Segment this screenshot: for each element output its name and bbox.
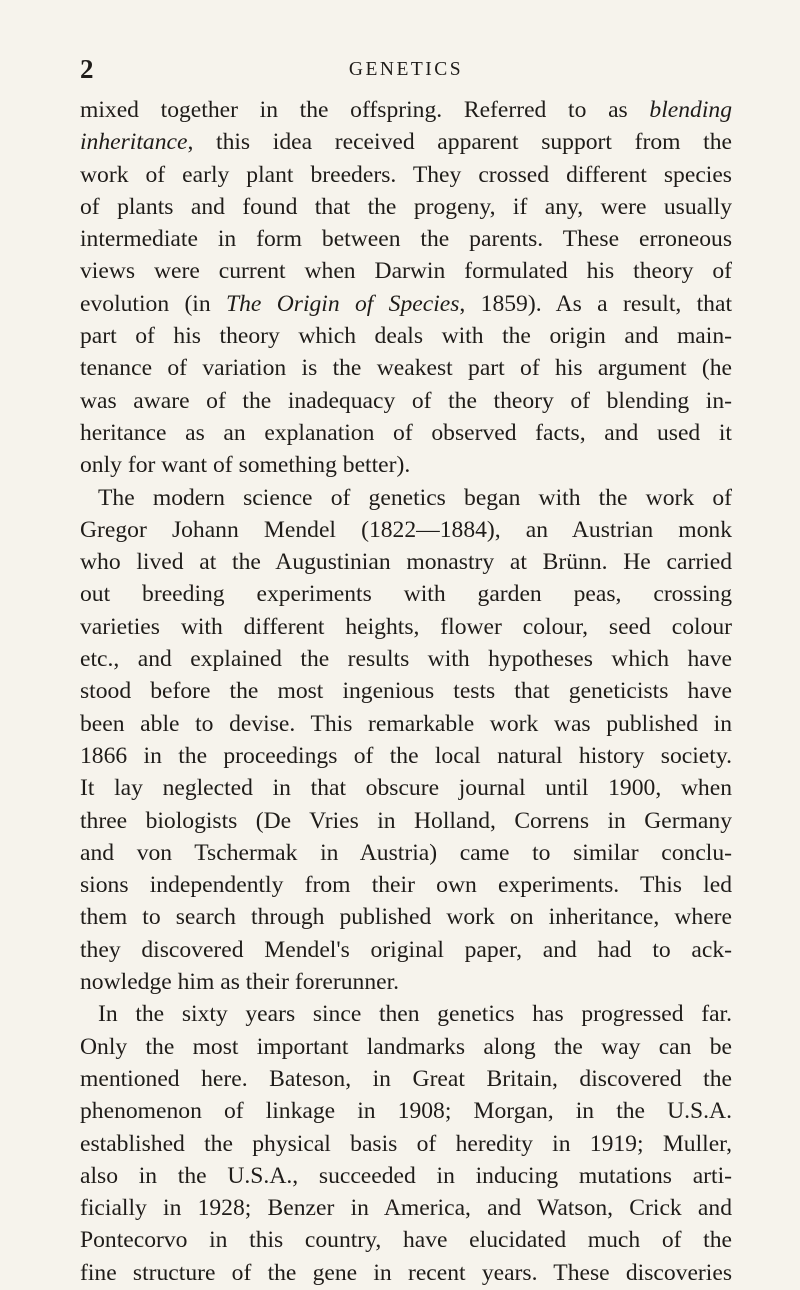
text-line: stood before the most ingenious tests that geneticists have (80, 678, 732, 705)
text-line: been able to devise. This remarkable work was published in (80, 710, 732, 737)
text-line: mixed together in the offspring. Referred to as blending (80, 97, 732, 123)
text-line: evolution (in The Origin of Species, 1859). As a result, that (80, 290, 733, 317)
text-line: was aware of the inadequacy of the theory of blending in- (80, 387, 732, 414)
text-line: varieties with different heights, flower colour, seed colour (80, 613, 732, 640)
text-line: tenance of variation is the weakest part of his argument (he (80, 355, 732, 382)
text-line: intermediate in form between the parents. These erroneous (80, 226, 732, 253)
book-page (80, 52, 732, 1289)
text-line: part of his theory which deals with the origin and main- (80, 323, 732, 350)
text-line: It lay neglected in that obscure journal until 1900, when (80, 775, 732, 802)
running-title: GENETICS (348, 59, 464, 80)
text-line: nowledge him as their forerunner. (80, 969, 400, 996)
text-line: Pontecorvo in this country, have elucidated much of the (80, 1227, 732, 1254)
text-line: who lived at the Augustinian monastry at Brünn. He carried (80, 549, 732, 576)
body-text (80, 94, 732, 1289)
text-line: ficially in 1928; Benzer in America, and Watson, Crick and (80, 1195, 732, 1222)
text-line: inheritance, this idea received apparent support from the (80, 129, 732, 156)
text-line: mentioned here. Bateson, in Great Britain, discovered the (80, 1065, 732, 1092)
running-head (80, 52, 732, 92)
page-number: 2 (80, 54, 94, 84)
text-line: out breeding experiments with garden peas, crossing (80, 581, 732, 608)
text-line: phenomenon of linkage in 1908; Morgan, in the U.S.A. (80, 1098, 732, 1125)
text-line: The modern science of genetics began with the work of (98, 484, 732, 511)
text-line: also in the U.S.A., succeeded in inducing mutations arti- (80, 1162, 732, 1189)
text-line: work of early plant breeders. They crossed different species (80, 161, 732, 188)
text-line: fine structure of the gene in recent years. These discoveries (80, 1259, 732, 1286)
text-line: heritance as an explanation of observed facts, and used it (80, 419, 732, 446)
text-line: etc., and explained the results with hypotheses which have (80, 646, 732, 673)
text-line: In the sixty years since then genetics has progressed far. (98, 1001, 732, 1028)
text-line: three biologists (De Vries in Holland, Correns in Germany (80, 807, 732, 834)
text-line: they discovered Mendel's original paper, and had to ack- (80, 936, 732, 963)
text-line: and von Tschermak in Austria) came to similar conclu- (80, 839, 732, 866)
text-line: Gregor Johann Mendel (1822—1884), an Austrian monk (80, 516, 732, 543)
text-line: sions independently from their own experiments. This led (80, 872, 732, 899)
text-line: them to search through published work on inheritance, where (80, 904, 732, 931)
text-line: only for want of something better). (80, 452, 411, 479)
text-line: views were current when Darwin formulated his theory of (80, 258, 732, 285)
text-line: established the physical basis of heredity in 1919; Muller, (80, 1130, 732, 1157)
text-line: 1866 in the proceedings of the local natural history society. (80, 742, 732, 769)
text-line: of plants and found that the progeny, if any, were usually (80, 193, 732, 220)
text-line: Only the most important landmarks along the way can be (80, 1033, 732, 1060)
